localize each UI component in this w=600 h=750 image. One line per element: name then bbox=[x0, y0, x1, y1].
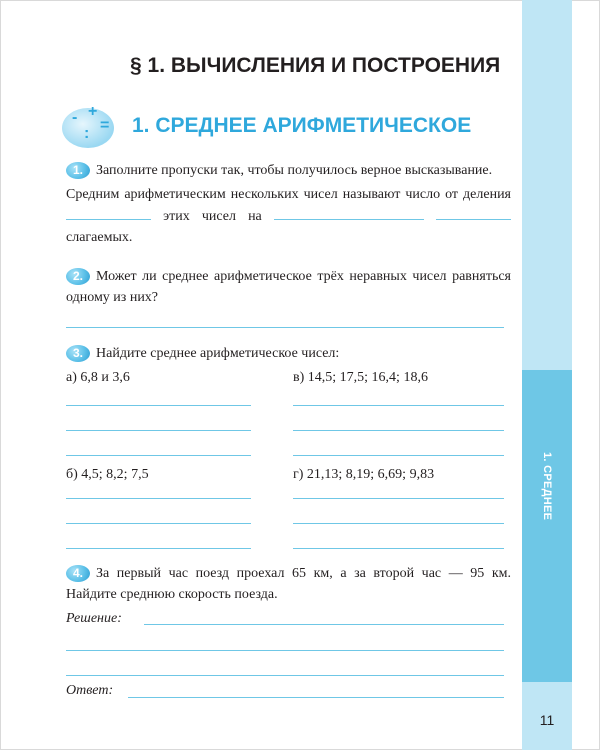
task-3-v-answer-line[interactable] bbox=[293, 455, 504, 456]
task-3-a-answer-line[interactable] bbox=[66, 455, 251, 456]
task-4-prompt bbox=[66, 563, 511, 605]
task-4-text: За первый час поезд проехал 65 км, а за второй час — 95 км. Найдите среднюю скорость поезда. bbox=[66, 566, 511, 602]
task-4 bbox=[66, 563, 511, 605]
chapter-title: § 1. ВЫЧИСЛЕНИЯ И ПОСТРОЕНИЯ bbox=[130, 54, 501, 77]
task-number-badge: 4. bbox=[66, 565, 90, 582]
task-1-prompt bbox=[66, 160, 511, 181]
svg-text::: : bbox=[84, 125, 90, 142]
task-3-item-a: а) 6,8 и 3,6 bbox=[66, 370, 130, 385]
task-1-blank-1[interactable] bbox=[66, 205, 151, 220]
task-3-b-answer-line[interactable] bbox=[66, 498, 251, 499]
task-3-b-answer-line[interactable] bbox=[66, 523, 251, 524]
page-number: 11 bbox=[539, 712, 555, 728]
task-3-g-answer-line[interactable] bbox=[293, 498, 504, 499]
answer-label: Ответ: bbox=[66, 683, 114, 698]
task-1-sentence-part3: слагаемых. bbox=[66, 230, 133, 245]
task-3-v-answer-line[interactable] bbox=[293, 405, 504, 406]
task-3-v-answer-line[interactable] bbox=[293, 430, 504, 431]
task-3-item-v: в) 14,5; 17,5; 16,4; 18,6 bbox=[293, 370, 428, 385]
task-3-b-answer-line[interactable] bbox=[66, 548, 251, 549]
answer-line[interactable] bbox=[128, 697, 504, 698]
task-3-g-answer-line[interactable] bbox=[293, 523, 504, 524]
task-number-badge: 2. bbox=[66, 268, 90, 285]
arithmetic-signs-icon bbox=[58, 100, 116, 154]
task-1-blank-2[interactable] bbox=[274, 205, 424, 220]
task-1-sentence-part2: этих чисел на bbox=[163, 209, 262, 224]
task-number-badge: 1. bbox=[66, 162, 90, 179]
svg-text:-: - bbox=[72, 109, 78, 126]
task-3-prompt bbox=[66, 343, 511, 364]
task-2-answer-line[interactable] bbox=[66, 327, 504, 328]
solution-line[interactable] bbox=[66, 675, 504, 676]
svg-text:=: = bbox=[100, 117, 110, 134]
solution-label: Решение: bbox=[66, 611, 122, 626]
task-3 bbox=[66, 343, 511, 364]
task-2-text: Может ли среднее арифметическое трёх неравных чисел равняться одному из них? bbox=[66, 269, 511, 305]
task-3-a-answer-line[interactable] bbox=[66, 430, 251, 431]
task-2-prompt bbox=[66, 266, 511, 308]
task-number-badge: 3. bbox=[66, 345, 90, 362]
task-1-text: Заполните пропуски так, чтобы получилось верное высказывание. bbox=[96, 163, 493, 178]
task-1 bbox=[66, 160, 511, 248]
solution-line[interactable] bbox=[144, 624, 504, 625]
task-3-text: Найдите среднее арифметическое чисел: bbox=[96, 346, 340, 361]
task-3-item-g: г) 21,13; 8,19; 6,69; 9,83 bbox=[293, 467, 435, 482]
task-3-a-answer-line[interactable] bbox=[66, 405, 251, 406]
task-3-item-b: б) 4,5; 8,2; 7,5 bbox=[66, 467, 149, 482]
task-1-sentence-part1: Средним арифметическим нескольких чисел называют число от деления bbox=[66, 187, 511, 202]
section-title: 1. СРЕДНЕЕ АРИФМЕТИЧЕСКОЕ bbox=[132, 114, 472, 137]
task-1-sentence bbox=[66, 184, 511, 248]
task-3-g-answer-line[interactable] bbox=[293, 548, 504, 549]
task-2 bbox=[66, 266, 511, 308]
sidebar-section-label: 1. СРЕДНЕЕ АРИФМЕТИЧЕСКОЕ bbox=[495, 452, 553, 566]
task-1-blank-3[interactable] bbox=[436, 205, 511, 220]
svg-text:+: + bbox=[88, 103, 98, 120]
solution-line[interactable] bbox=[66, 650, 504, 651]
